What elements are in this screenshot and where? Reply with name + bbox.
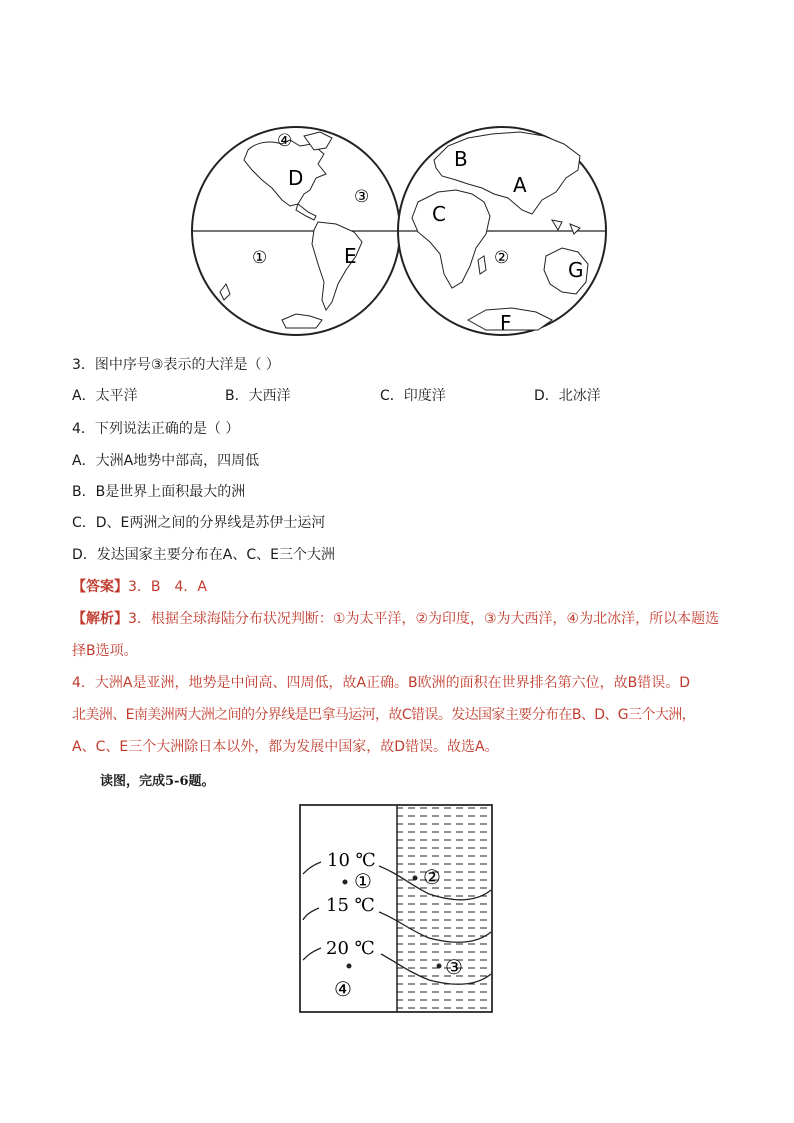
q4-option-d[interactable]: D．发达国家主要分布在A、C、E三个大洲 [72,547,335,563]
label-oceania: G [568,258,584,282]
q4-option-c[interactable]: C．D、E两洲之间的分界线是苏伊士运河 [72,515,326,531]
label-pacific-ocean: ① [252,248,268,268]
q4-option-a[interactable]: A．大洲A地势中部高，四周低 [72,453,260,469]
isotherm-label-20: 20 ℃ [326,938,375,959]
point-2-label: ② [423,865,441,889]
point-4-label: ④ [334,977,352,1001]
q3-option-a[interactable]: A．太平洋 [72,388,138,404]
q3-option-b[interactable]: B．大西洋 [225,388,291,404]
q4-option-b[interactable]: B．B是世界上面积最大的洲 [72,484,246,500]
label-south-america: E [344,244,357,268]
label-atlantic-ocean: ③ [354,187,370,207]
q3-option-d[interactable]: D．北冰洋 [534,388,601,404]
label-indian-ocean: ② [494,248,510,268]
western-hemisphere [192,127,400,335]
analysis-line-1 [72,609,719,629]
eastern-hemisphere [398,127,606,335]
label-asia: A [513,173,527,197]
analysis-tag: 【解析】 [72,611,128,627]
analysis-line-3: 4．大洲A是亚洲，地势是中间高、四周低，故A正确。B欧洲的面积在世界排名第六位，故B错误。D [72,675,691,691]
q4-stem: 4．下列说法正确的是（ ） [72,421,240,437]
point-3-label: ③ [445,955,463,979]
instruction-text: 读图，完成5-6题。 [100,774,215,789]
answer-line [72,577,207,597]
answer-tag: 【答案】 [72,579,128,595]
label-africa: C [432,202,446,226]
isotherm-label-10: 10 ℃ [327,850,376,871]
isotherm-diagram [299,804,493,1014]
analysis-text-1: 3．根据全球海陆分布状况判断：①为太平洋，②为印度，③为大西洋，④为北冰洋，所以本题选 [128,611,720,627]
label-antarctica: F [500,311,512,335]
answer-text: 3．B 4．A [128,579,207,595]
point-1-label: ① [354,869,372,893]
q3-option-c[interactable]: C．印度洋 [380,388,446,404]
label-europe: B [454,147,468,171]
world-hemispheres-map [186,124,612,336]
isotherm-label-15: 15 ℃ [326,895,375,916]
analysis-line-5: A、C、E三个大洲除日本以外，都为发展中国家，故D错误。故选A。 [72,739,499,755]
analysis-line-2: 择B选项。 [72,643,138,659]
analysis-line-4: 北美洲、E南美洲两大洲之间的分界线是巴拿马运河，故C错误。发达国家主要分布在B、D、G三个大洲， [72,707,696,723]
q3-stem: 3．图中序号③表示的大洋是（ ） [72,357,280,373]
label-north-america: D [288,166,304,190]
label-arctic-ocean: ④ [277,131,293,151]
